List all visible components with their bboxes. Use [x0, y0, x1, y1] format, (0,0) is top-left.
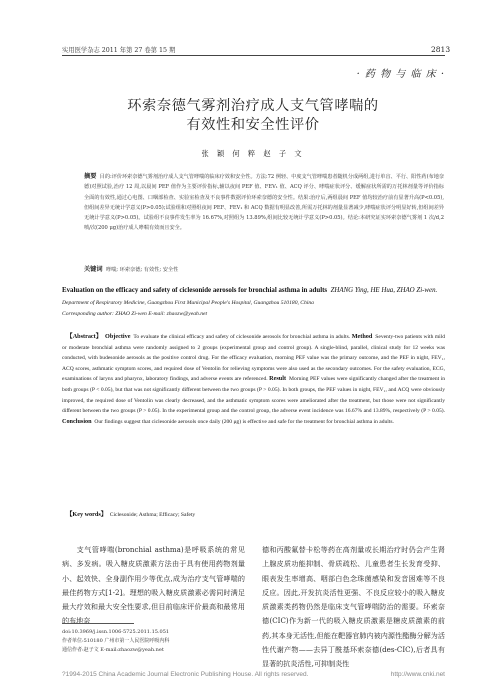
english-title-text: Evaluation on the efficacy and safety of ciclesonide aerosols for bronchial asthma in adults [62, 287, 328, 294]
page-number: 2813 [431, 45, 451, 54]
conclusion-label: Conclusion [62, 417, 92, 425]
correspondence-note: 通信作者:赵子文 E-mail:zhaozw@yeah.net [62, 647, 164, 654]
authors: 张 颖 何 粹 赵 子 文 [201, 149, 305, 158]
chinese-keywords [84, 264, 444, 273]
chinese-abstract-label: 摘要 [84, 173, 97, 180]
abstract-label: 【Abstract】 [66, 333, 103, 340]
journal-header: 实用医学杂志 2011 年第 27 卷第 15 期 [62, 47, 176, 54]
english-title [62, 287, 445, 294]
body-text-left-column [62, 543, 245, 629]
english-keywords-label: 【Key words】 [66, 511, 107, 518]
body-text-right-column [262, 543, 445, 672]
english-keywords-text: Ciclesonide; Asthma; Efficacy; Safety [109, 512, 196, 518]
chinese-keywords-label: 关键词 [84, 266, 103, 273]
column-tag: · 药 物 与 临 床 · [356, 69, 445, 80]
english-title-authors: ZHANG Ying, HE Hua, ZHAO Zi-wen. [330, 287, 438, 294]
article-title-line-2: 有效性和安全性评价 [186, 117, 320, 133]
method-label: Method [351, 333, 373, 340]
header-divider [62, 55, 445, 56]
chinese-keywords-text: 哮喘; 环索奈德; 有效性; 安全性 [105, 267, 179, 273]
footnotes [62, 628, 247, 656]
chinese-abstract-text: 目的:评价环索奈德气雾剂治疗成人支气管哮喘的临床疗效和安全性。方法:72 例轻、中度支气管哮喘患者随机分成两组,进行单盲、平行、阳性药(布地奈德)对照试验,治疗 12 周,以晨间 PEF 值作为主要评价指标,辅以夜间 PEF 值、FEV₁ 值、ACQ 评分、哮喘症状评分、缓解症状所需的万托林剂量等评价指标全面的有效性,通过心电图、口咽部检查、实验室检查及不良事件数据评价环索奈德的安全性。结果:治疗后,两组晨间 PEF 值均较治疗前有显著升高(P<0.05),但组间差异无统计学意义(P>0.05);试验组和对照组夜间 PEF、FEV₁ 和 ACQ 数据有明显改善,所需万托林的剂量显著减少,哮喘症状评分明显好转,但组间差异无统计学意义(P>0.05)。试验组不良事件发生率为 16.67%,对照组为 13.89%,组间比较无统计学意义(P>0.05)。结论:本研究证实环索奈德气雾剂 1 次/d,2 喷/次(200 μg)治疗成人哮喘有效而且安全。 [84, 174, 445, 232]
body-left-paragraph: 支气管哮喘(bronchial asthma)是呼吸系统的常见病、多发病。吸入糖皮质激素方法由于具有使用药物剂量小、起效快、全身副作用少等优点,成为治疗支气管哮喘的最佳药物方式[1-2]。理想的吸入糖皮质激素必需同时满足最大疗效和最大安全性要求,但目前临床评价最高和最常用的布地奈 [62, 545, 245, 626]
result-text: Morning PEF values were significantly changed after the treatment in both groups (P < 0.05), but that was not significantly different between the two groups (P > 0.05). In both groups, the PEF values in night, FEV₁, and ACQ were obviously improved, the required dose of Ventolin was clearly decreased, and the asthmatic symptom scores were ameliorated after the treatment, but those were not significantly different between the two groups (P > 0.05). In the experimental group and the control group, the adverse event incidence was 16.67% and 13.89%, respectively (P > 0.05). [62, 376, 445, 415]
copyright-footer [62, 671, 445, 678]
doi: doi:10.3969/j.issn.1006-5725.2011.15.051 [62, 629, 170, 635]
article-title-line-1: 环索奈德气雾剂治疗成人支气管哮喘的 [127, 98, 379, 114]
result-label: Result [269, 375, 286, 383]
affiliation-text: Department of Respiratory Medicine, Guangzhou First Municipal People's Hospital, Guangzhou 510180, China [62, 300, 314, 306]
method-text: Seventy-two patients with mild or moderate bronchial asthma were randomly assigned to 2 groups (experimental group and control group). A single-blind, parallel, clinical study for 12 weeks was conducted, with budesonide aerosols as the positive control drug. For the efficacy evaluation, morning PEF value was the primary outcome, and the PEF in night, FEV₁, ACQ scores, asthmatic symptom scores, and required dose of Ventolin for relieving symptoms were also used as the secondary outcomes. For the safety evaluation, ECG, examinations of larynx and pharynx, laboratory findings, and adverse events are referenced. [62, 334, 446, 383]
body-right-paragraph: 德和丙酸氟替卡松等药在高剂量或长期治疗时仍会产生肾上腺皮质功能抑制、骨质疏松、儿童患者生长发育受抑、眼表发生率增高、咽部白色念珠菌感染和发音困难等不良反应。因此,开发抗炎活性更强、不良反应较小的吸入糖皮质激素类药物仍然是临床支气管哮喘防治的需要。环索奈德(CIC)作为新一代的吸入糖皮质激素是糖皮质激素的前药,其本身无活性,但能在靶器官肺内被内源性酯酶分解为活性代谢产物——去异丁酰基环索奈德(des-CIC),后者具有显著的抗炎活性,可抑制炎性 [262, 545, 445, 669]
conclusion-text: Our findings suggest that ciclesonide aerosols once daily (200 μg) is effective and safe for the treatment for bronchial asthma in adults. [94, 418, 394, 425]
objective-label: Objective [105, 333, 131, 340]
objective-text: To evaluate the clinical efficacy and safety of ciclesonide aerosols for bronchial asthma in adults. [133, 334, 351, 340]
footer-url[interactable]: http://www.cnki.net [390, 671, 445, 678]
english-keywords [62, 509, 445, 518]
chinese-abstract [84, 172, 444, 234]
copyright-text: ?1994-2015 China Academic Journal Electronic Publishing House. All rights reserved. [62, 671, 309, 678]
corresponding-author: Corresponding author: ZHAO Zi-wen E-mail: zhaozw@yeah.net [62, 310, 208, 317]
author-unit: 作者单位:510180 广州市第一人民医院呼吸内科 [62, 638, 170, 645]
english-abstract [62, 332, 445, 427]
footnote-divider [62, 623, 134, 624]
english-affiliation [62, 298, 445, 319]
